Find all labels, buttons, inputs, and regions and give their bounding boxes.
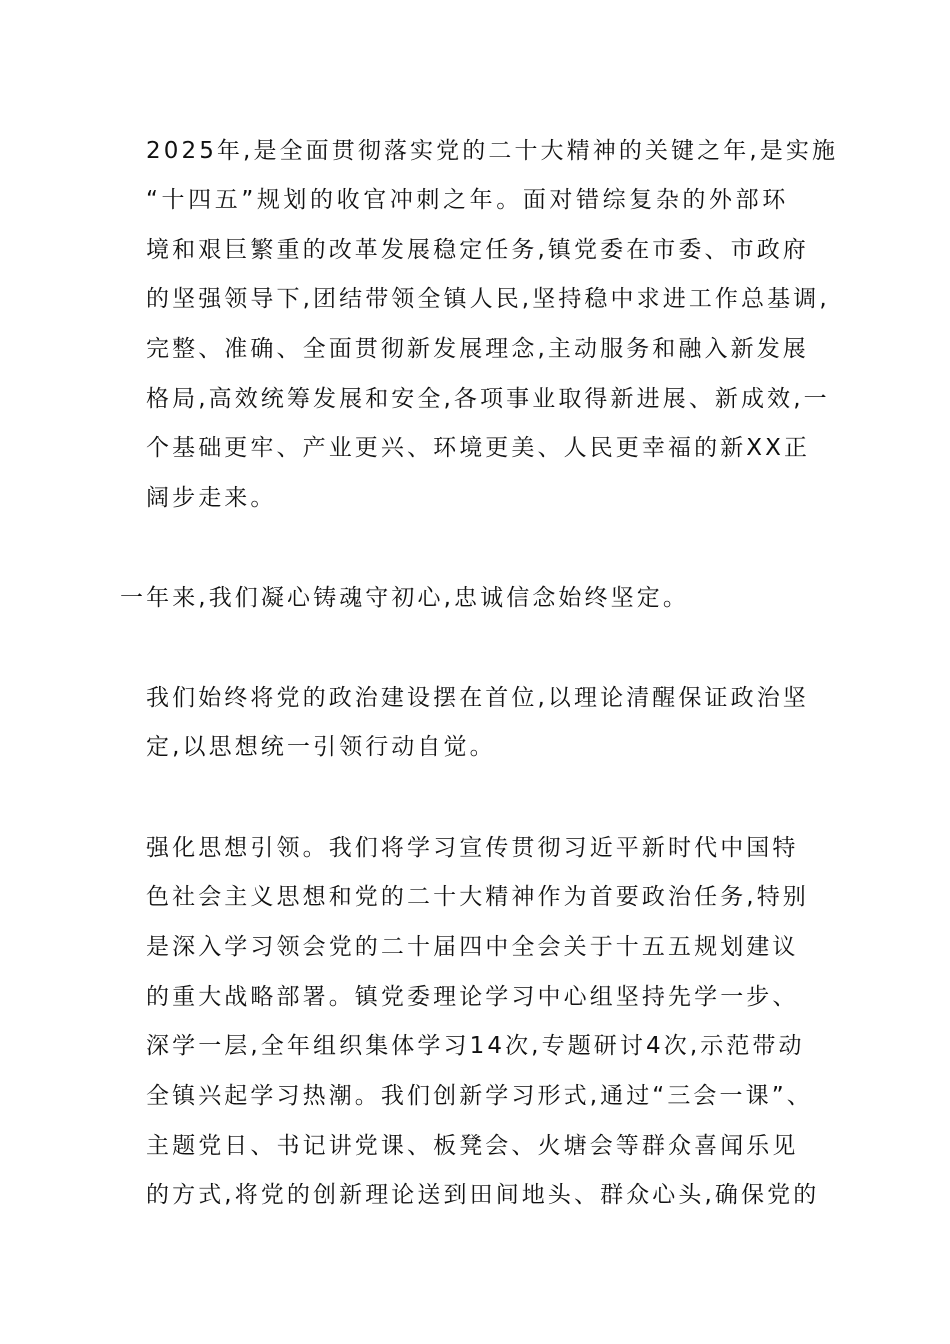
paragraph-1-line-4: 的坚强领导下,团结带领全镇人民,坚持稳中求进工作总基调, xyxy=(146,286,830,312)
paragraph-4-line-5: 深学一层,全年组织集体学习14次,专题研讨4次,示范带动 xyxy=(146,1033,805,1059)
paragraph-1-line-8: 阔步走来。 xyxy=(146,485,277,511)
paragraph-1-line-3: 境和艰巨繁重的改革发展稳定任务,镇党委在市委、市政府 xyxy=(146,237,809,263)
paragraph-4-line-7: 主题党日、书记讲党课、板凳会、火塘会等群众喜闻乐见 xyxy=(146,1133,799,1159)
paragraph-2-line-1: 一年来,我们凝心铸魂守初心,忠诚信念始终坚定。 xyxy=(120,585,689,611)
paragraph-3-line-2: 定,以思想统一引领行动自觉。 xyxy=(146,734,496,760)
paragraph-4-line-2: 色社会主义思想和党的二十大精神作为首要政治任务,特别 xyxy=(146,884,809,910)
paragraph-4-line-3: 是深入学习领会党的二十届四中全会关于十五五规划建议 xyxy=(146,934,799,960)
paragraph-3-line-1: 我们始终将党的政治建设摆在首位,以理论清醒保证政治坚 xyxy=(146,685,809,711)
paragraph-1-line-2: “十四五”规划的收官冲刺之年。面对错综复杂的外部环 xyxy=(146,187,789,213)
paragraph-1-line-1: 2025年,是全面贯彻落实党的二十大精神的关键之年,是实施 xyxy=(146,138,839,164)
paragraph-1-line-5: 完整、准确、全面贯彻新发展理念,主动服务和融入新发展 xyxy=(146,336,809,362)
paragraph-1-line-6: 格局,高效统筹发展和安全,各项事业取得新进展、新成效,一 xyxy=(146,386,830,412)
paragraph-4-line-4: 的重大战略部署。镇党委理论学习中心组坚持先学一步、 xyxy=(146,984,799,1010)
paragraph-4-line-8: 的方式,将党的创新理论送到田间地头、群众心头,确保党的 xyxy=(146,1182,820,1208)
paragraph-4-line-6: 全镇兴起学习热潮。我们创新学习形式,通过“三会一课”、 xyxy=(146,1083,813,1109)
paragraph-1-line-7: 个基础更牢、产业更兴、环境更美、人民更幸福的新XX正 xyxy=(146,435,811,461)
paragraph-4-line-1: 强化思想引领。我们将学习宣传贯彻习近平新时代中国特 xyxy=(146,835,799,861)
